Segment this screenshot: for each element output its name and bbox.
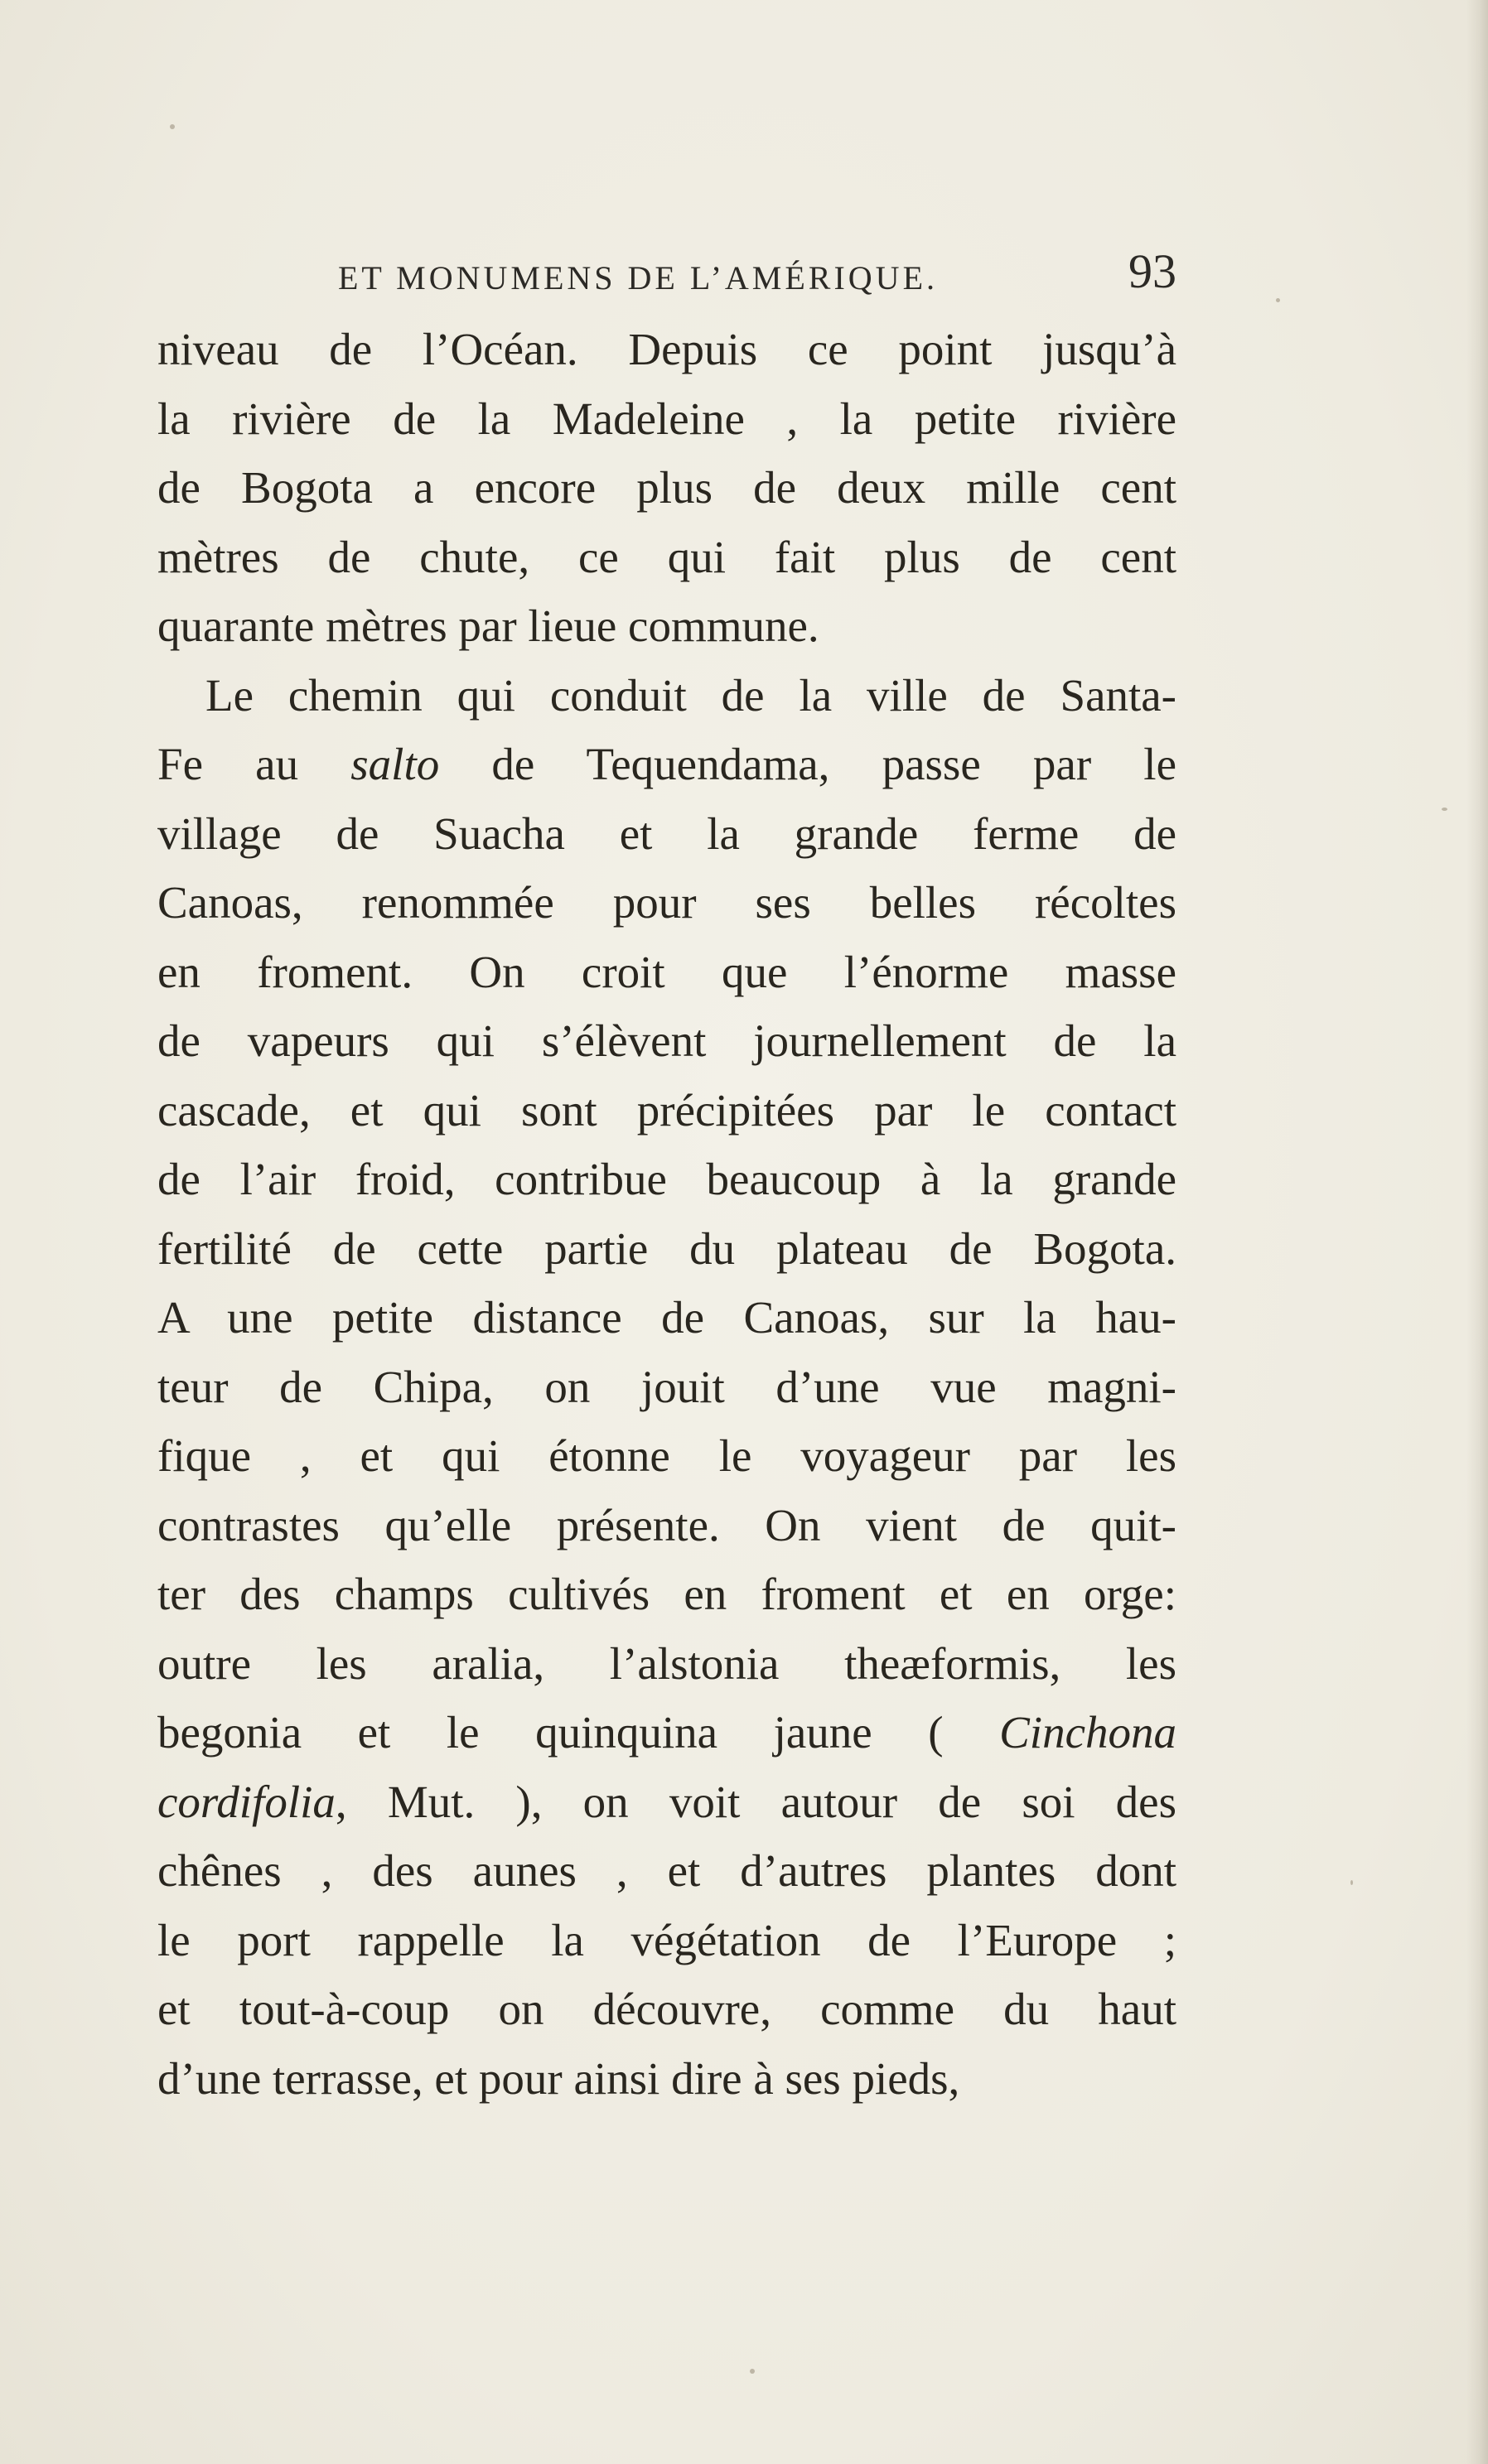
- text-line: en froment. On croit que l’énorme masse: [157, 946, 1176, 997]
- italic-term: salto: [350, 739, 440, 789]
- text-line: cascade, et qui sont précipitées par le contact: [157, 1084, 1176, 1136]
- text-line: le port rappelle la végétation de l’Europe ;: [157, 1914, 1176, 1965]
- text-line: niveau de l’Océan. Depuis ce point jusqu’à: [157, 324, 1176, 374]
- page-edge-shadow: [1466, 0, 1488, 2464]
- text-line-with-italic: [157, 730, 1176, 799]
- italic-term: cordifolia: [157, 1776, 336, 1827]
- text-segment: Fe au: [157, 739, 299, 789]
- text-line: fertilité de cette partie du plateau de Bogota.: [157, 1222, 1176, 1274]
- text-line: chênes , des aunes , et d’autres plantes dont: [157, 1845, 1176, 1896]
- text-line-with-italic: [157, 1698, 1176, 1767]
- paper-speck: [750, 2369, 755, 2374]
- text-line: de Bogota a encore plus de deux mille cent: [157, 462, 1176, 513]
- paper-speck: [1442, 808, 1447, 811]
- text-line: fique , et qui étonne le voyageur par les: [157, 1430, 1176, 1481]
- paper-speck: [170, 124, 175, 129]
- text-segment: begonia et le quinquina jaune (: [157, 1707, 944, 1758]
- text-line: teur de Chipa, on jouit d’une vue magni-: [157, 1361, 1176, 1412]
- page-header: [157, 244, 1176, 315]
- text-segment: de Tequendama, passe par le: [491, 739, 1176, 789]
- text-line: et tout-à-coup on découvre, comme du haut: [157, 1984, 1176, 2034]
- running-head: ET MONUMENS DE L’AMÉRIQUE.: [338, 259, 938, 297]
- text-line: de l’air froid, contribue beaucoup à la grande: [157, 1154, 1176, 1204]
- paper-speck: [1276, 298, 1280, 302]
- text-line: la rivière de la Madeleine , la petite rivière: [157, 393, 1176, 444]
- text-line: ter des champs cultivés en froment et en orge:: [157, 1569, 1176, 1619]
- text-line: quarante mètres par lieue commune.: [157, 600, 819, 651]
- text-line: outre les aralia, l’alstonia theæformis, les: [157, 1637, 1176, 1689]
- italic-term: Cinchona: [999, 1707, 1177, 1758]
- page-number: 93: [1128, 244, 1176, 298]
- text-line: mètres de chute, ce qui fait plus de cent: [157, 531, 1176, 582]
- text-line: Canoas, renommée pour ses belles récoltes: [157, 877, 1176, 928]
- paper-speck: [1350, 1880, 1353, 1885]
- text-line: d’une terrasse, et pour ainsi dire à ses pieds,: [157, 2052, 960, 2104]
- body-text: [157, 315, 1176, 2113]
- text-line: village de Suacha et la grande ferme de: [157, 808, 1176, 859]
- text-line-with-italic: [157, 1767, 1176, 1837]
- text-line: A une petite distance de Canoas, sur la hau-: [157, 1292, 1176, 1343]
- text-segment: , Mut. ), on voit autour de soi des: [335, 1776, 1176, 1827]
- text-line: de vapeurs qui s’élèvent journellement de la: [157, 1015, 1176, 1066]
- text-line: contrastes qu’elle présente. On vient de quit-: [157, 1499, 1176, 1550]
- text-line: Le chemin qui conduit de la ville de Santa-: [205, 669, 1176, 721]
